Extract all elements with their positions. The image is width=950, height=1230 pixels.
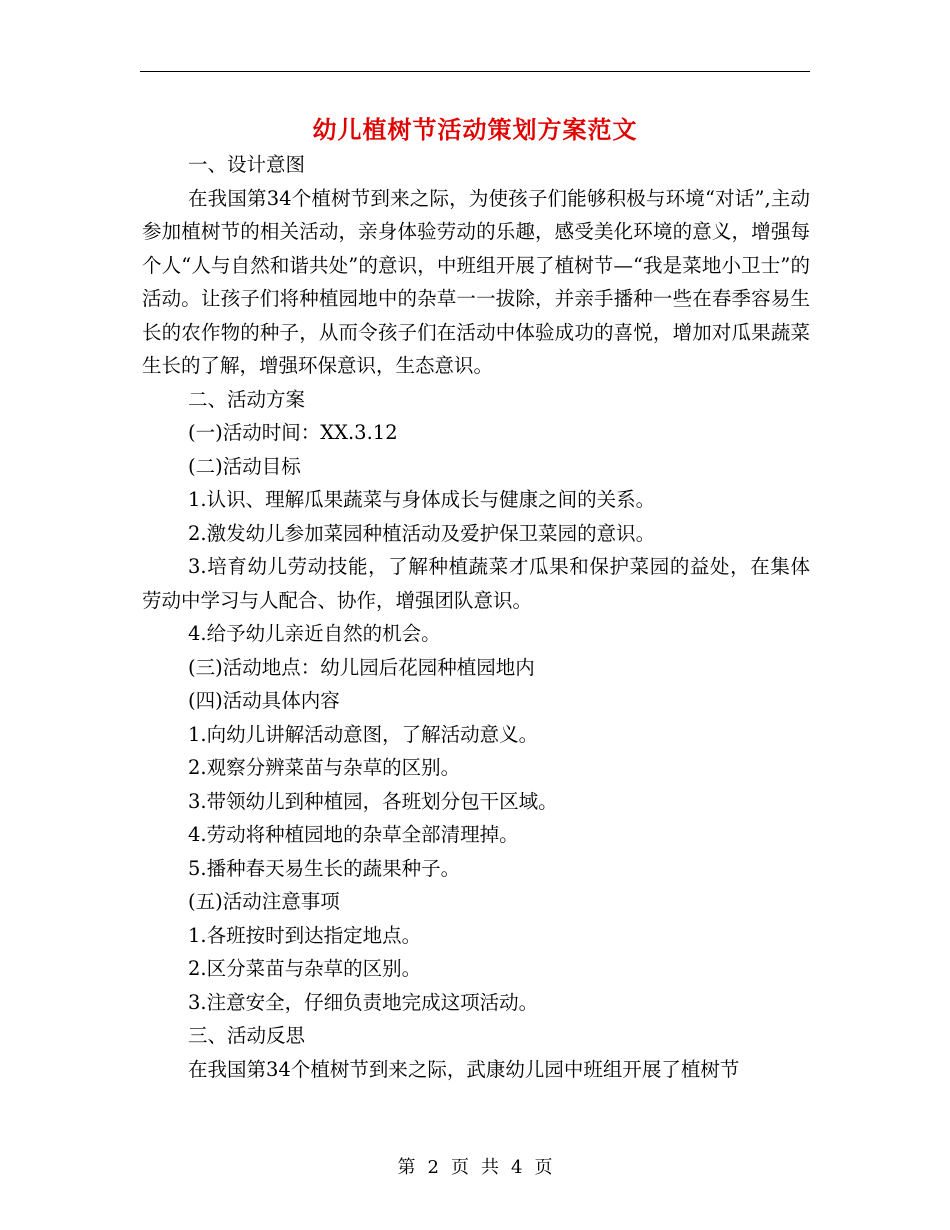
paragraph: 2.区分菜苗与杂草的区别。 bbox=[188, 957, 422, 980]
paragraph: 三、活动反思 bbox=[188, 1024, 306, 1047]
paragraph: 在我国第34个植树节到来之际，为使孩子们能够积极与环境“对话”,主动参加植树节的相关活动，亲身体验劳动的乐趣，感受美化环境的意义，增强每个人“人与自然和谐共处”的意识，中班组开展了植树节—“我是菜地小卫士”的活动。让孩子们将种植园地中的杂草一一拔除，并亲手播种一些在春季容易生长的农作物的种子，从而令孩子们在活动中体验成功的喜悦，增加对瓜果蔬菜生长的了解，增强环保意识，生态意识。 bbox=[142, 186, 810, 377]
paragraph: (四)活动具体内容 bbox=[188, 689, 340, 712]
paragraph: 1.向幼儿讲解活动意图，了解活动意义。 bbox=[188, 722, 539, 746]
paragraph: (二)活动目标 bbox=[188, 454, 301, 478]
page-footer bbox=[0, 1153, 950, 1179]
document-title: 幼儿植树节活动策划方案范文 bbox=[312, 115, 638, 144]
header-rule bbox=[140, 71, 810, 72]
paragraph: 5.播种春天易生长的蔬果种子。 bbox=[188, 856, 461, 880]
paragraph: 3.培育幼儿劳动技能，了解种植蔬菜才瓜果和保护菜园的益处，在集体劳动中学习与人配合、协作，增强团队意识。 bbox=[142, 555, 810, 612]
footer-total-suffix: 页 bbox=[534, 1157, 553, 1178]
paragraph: 2.观察分辨菜苗与杂草的区别。 bbox=[188, 756, 461, 779]
paragraph: 3.带领幼儿到种植园，各班划分包干区域。 bbox=[188, 789, 558, 813]
footer-total-pages: 4 bbox=[511, 1157, 523, 1178]
paragraph: 4.给予幼儿亲近自然的机会。 bbox=[188, 622, 441, 645]
paragraph: 二、活动方案 bbox=[188, 387, 306, 411]
paragraph: (一)活动时间：XX.3.12 bbox=[188, 421, 398, 444]
paragraph: 1.认识、理解瓜果蔬菜与身体成长与健康之间的关系。 bbox=[188, 488, 656, 511]
paragraph: 1.各班按时到达指定地点。 bbox=[188, 923, 422, 947]
footer-page-word: 页 bbox=[451, 1157, 469, 1178]
document-body bbox=[142, 148, 810, 1086]
footer-current-page: 2 bbox=[427, 1157, 439, 1178]
paragraph: (三)活动地点：幼儿园后花园种植园地内 bbox=[188, 655, 535, 679]
paragraph: 3.注意安全，仔细负责地完成这项活动。 bbox=[188, 990, 539, 1014]
paragraph: 在我国第34个植树节到来之际，武康幼儿园中班组开展了植树节 bbox=[188, 1057, 740, 1081]
footer-total-prefix: 共 bbox=[481, 1157, 499, 1178]
footer-prefix: 第 bbox=[397, 1157, 416, 1178]
paragraph: 2.激发幼儿参加菜园种植活动及爱护保卫菜园的意识。 bbox=[188, 521, 656, 545]
paragraph: 4.劳动将种植园地的杂草全部清理掉。 bbox=[188, 823, 519, 846]
paragraph: 一、设计意图 bbox=[188, 153, 306, 176]
paragraph: (五)活动注意事项 bbox=[188, 890, 340, 913]
